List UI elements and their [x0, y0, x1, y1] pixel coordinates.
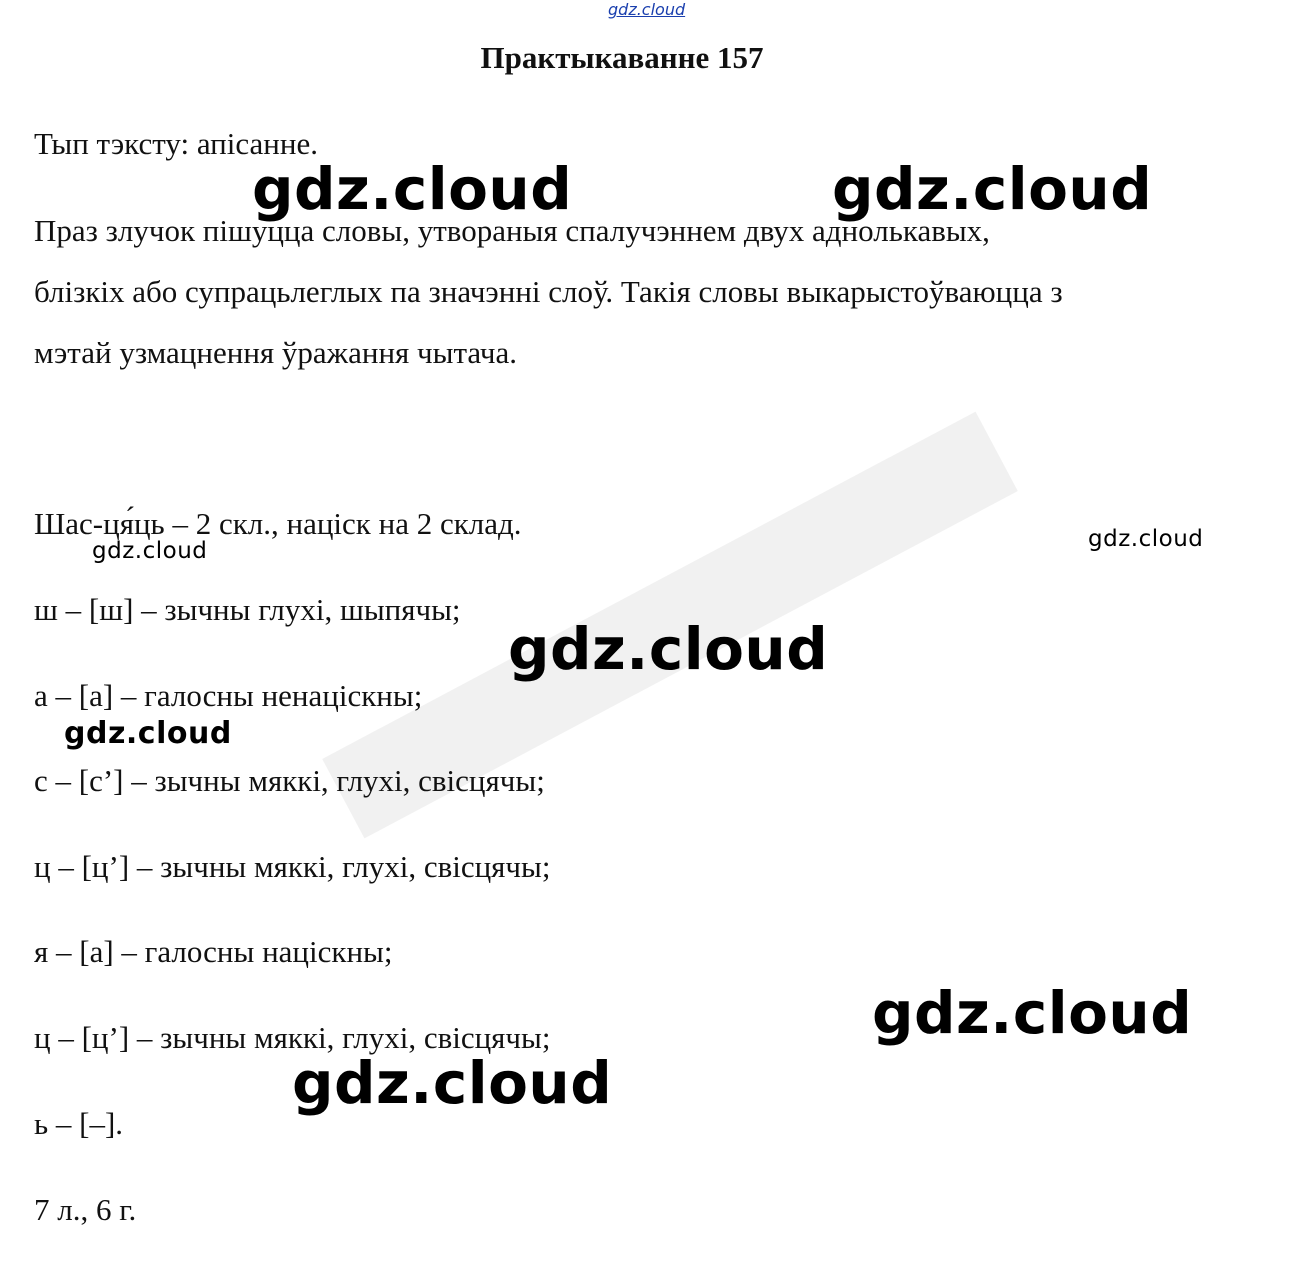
paragraph-line-3: мэтай узмацнення ўражання чытача. — [34, 335, 518, 370]
text-type-line: Тып тэксту: апісанне. — [34, 126, 318, 161]
page-title: Практыкаванне 157 — [480, 40, 764, 75]
sound-line-3: с – [с’] – зычны мяккі, глухі, свісцячы; — [34, 763, 545, 798]
word-analysis-line: Шас-ця́ць – 2 скл., націск на 2 склад. — [34, 506, 522, 541]
watermark-text: gdz.cloud — [508, 615, 829, 683]
paragraph-line-1: Праз злучок пішуцца словы, утвораныя спалучэннем двух аднолькавых, — [34, 213, 990, 248]
sound-line-1: ш – [ш] – зычны глухі, шыпячы; — [34, 592, 461, 627]
summary-line: 7 л., 6 г. — [34, 1192, 137, 1227]
watermark-text: gdz.cloud — [832, 155, 1153, 223]
watermark-text: gdz.cloud — [1088, 526, 1204, 552]
watermark-text: gdz.cloud — [92, 538, 208, 564]
sound-line-7: ь – [–]. — [34, 1106, 124, 1141]
sound-line-2: а – [а] – галосны ненацiскны; — [34, 678, 423, 713]
sound-line-4: ц – [ц’] – зычны мяккі, глухі, свісцячы; — [34, 849, 551, 884]
watermark-text: gdz.cloud — [64, 716, 232, 751]
paragraph-line-2: блізкіх або супрацьлеглых па значэнні слоў. Такія словы выкарыстоўваюцца з — [34, 274, 1063, 309]
sound-line-6: ц – [ц’] – зычны мяккі, глухі, свісцячы; — [34, 1020, 551, 1055]
watermark-text: gdz.cloud — [252, 155, 573, 223]
top-watermark: gdz.cloud — [608, 0, 686, 19]
watermark-text: gdz.cloud — [872, 979, 1193, 1047]
watermark-text: gdz.cloud — [292, 1049, 613, 1117]
sound-line-5: я – [а] – галосны націскны; — [34, 934, 393, 969]
